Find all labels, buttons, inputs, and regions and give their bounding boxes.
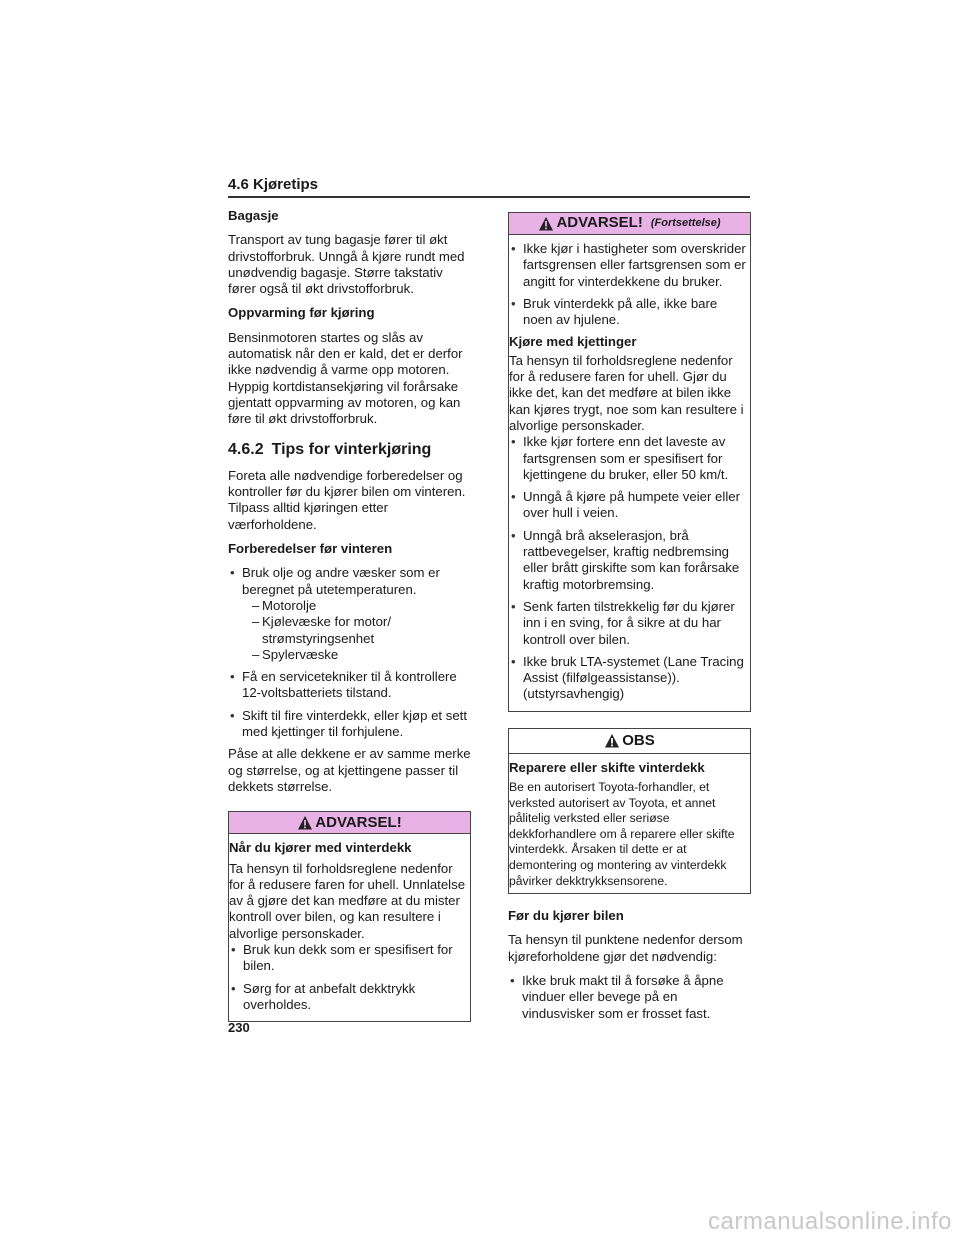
preparations-heading: Forberedelser før vinteren [228, 541, 393, 557]
notice-triangle-icon [604, 733, 620, 749]
oppvarming-text: Bensinmotoren startes og slås av automatisk når den er kald, det er derfor ikke nødvendig å varme opp motoren. Hyppig kortdistansekjøring vil forårsake gjentatt oppvarming av motoren, og kan føre til økt drivstofforbruk. [228, 329, 463, 427]
before-driving-heading: Før du kjører bilen [508, 908, 624, 924]
bagasje-text: Transport av tung bagasje fører til økt drivstofforbruk. Unngå å kjøre rundt med unødvendig bagasje. Større takstativ fører også til økt drivstofforbruk. [228, 232, 465, 297]
warning-text: Ta hensyn til forholdsreglene nedenfor for å redusere faren for uhell. Unnlatelse av å gjøre det kan medføre at du mister kontroll over bilen, og kan resultere i alvorlige personskader. [229, 860, 466, 941]
notice-body [509, 754, 750, 893]
subsection-title: Tips for vinterkjøring [271, 440, 432, 458]
list-item: • Senk farten tilstrekkelig før du kjører inn i en sving, for å sikre at du har kontroll over bilen. [509, 599, 750, 648]
notice-title: OBS [622, 731, 655, 749]
list-item [228, 565, 471, 663]
dash-item: – Kjølevæske for motor/ strømstyringsenhet [252, 614, 471, 647]
right-column [508, 208, 751, 1028]
warning-triangle-icon [538, 216, 554, 232]
subsection-number: 4.6.2 [228, 440, 264, 458]
warning-header [229, 812, 470, 834]
list-item: • Unngå brå akselerasjon, brå rattbevegelser, kraftig nedbremsing eller brått girskifte som kan forårsake kraftig motorbremsing. [509, 528, 750, 593]
list-item: • Ikke kjør i hastigheter som overskrider fartsgrensen eller fartsgrensen som er angitt for vinterdekkene du bruker. [509, 241, 750, 290]
warning-triangle-icon [297, 815, 313, 831]
before-driving-list [508, 973, 751, 1022]
chains-list [509, 434, 750, 702]
watermark: carmanualsonline.info [708, 1208, 952, 1235]
continued-label: (Fortsettelse) [650, 217, 721, 230]
warning-title: ADVARSEL! [315, 813, 402, 831]
list-item: • Ikke bruk LTA-systemet (Lane Tracing Assist (filfølgeassistanse)). (utstyrsavhengig) [509, 654, 750, 703]
list-item: • Ikke bruk makt til å forsøke å åpne vinduer eller bevege på en vindusvisker som er frosset fast. [508, 973, 751, 1022]
dash-item: – Spylervæske [252, 647, 471, 663]
tire-match-text: Påse at alle dekkene er av samme merke og størrelse, og at kjettingene passer til dekkets størrelse. [228, 746, 471, 794]
section-title: 4.6 Kjøretips [228, 176, 319, 193]
list-item: • Unngå å kjøre på humpete veier eller over hull i veien. [509, 489, 750, 522]
warning-body [229, 834, 470, 1021]
warning-list [229, 942, 470, 1013]
header-divider [228, 196, 750, 198]
list-item: • Bruk kun dekk som er spesifisert for bilen. [229, 942, 470, 975]
list-item: • Sørg for at anbefalt dekktrykk overholdes. [229, 981, 470, 1014]
warning-continued-box [508, 212, 751, 712]
chains-text: Ta hensyn til forholdsreglene nedenfor for å redusere faren for uhell. Gjør du ikke det, kan det medføre at bilen ikke kan kjøres trygt, noe som kan resultere i alvorlige personskader. [509, 352, 744, 433]
oppvarming-heading: Oppvarming før kjøring [228, 305, 375, 321]
speed-list [509, 241, 750, 328]
warning-header [509, 213, 750, 235]
notice-header [509, 729, 750, 754]
list-item: • Bruk vinterdekk på alle, ikke bare noen av hjulene. [509, 296, 750, 329]
warning-subheading: Når du kjører med vinterdekk [229, 840, 412, 856]
warning-title: ADVARSEL! [556, 214, 643, 232]
warning-box [228, 811, 471, 1022]
winter-intro: Foreta alle nødvendige forberedelser og kontroller før du kjører bilen om vinteren. Tilpass alltid kjøringen etter værforholdene. [228, 467, 466, 532]
bullet-text: Bruk olje og andre væsker som er beregnet på utetemperaturen. [242, 565, 440, 597]
subsection-heading [228, 442, 471, 458]
left-column [228, 208, 471, 1030]
notice-box [508, 728, 751, 894]
section-header [228, 176, 750, 198]
list-item: • Få en servicetekniker til å kontrollere 12-voltsbatteriets tilstand. [228, 669, 471, 702]
preparations-list [228, 565, 471, 740]
chains-heading: Kjøre med kjettinger [509, 334, 637, 350]
list-item: • Ikke kjør fortere enn det laveste av fartsgrensen som er spesifisert for kjettingene du bruker, eller 50 km/t. [509, 434, 750, 483]
notice-subheading: Reparere eller skifte vinterdekk [509, 759, 705, 775]
fluid-list [242, 598, 471, 663]
warning-body [509, 235, 750, 711]
dash-item: – Motorolje [252, 598, 471, 614]
before-driving-text: Ta hensyn til punktene nedenfor dersom kjøreforholdene gjør det nødvendig: [508, 932, 743, 964]
bagasje-heading: Bagasje [228, 208, 279, 223]
notice-text: Be en autorisert Toyota-forhandler, et verksted autorisert av Toyota, et annet pålitelig verksted eller seriøse dekkforhandlere om å reparere eller skifte vinterdekk. Årsaken til dette er at demontering og montering av vinterdekk påvirker dekktrykksensorene. [509, 780, 735, 888]
page-number: 230 [228, 1020, 250, 1035]
list-item: • Skift til fire vinterdekk, eller kjøp et sett med kjettinger til forhjulene. [228, 708, 471, 741]
